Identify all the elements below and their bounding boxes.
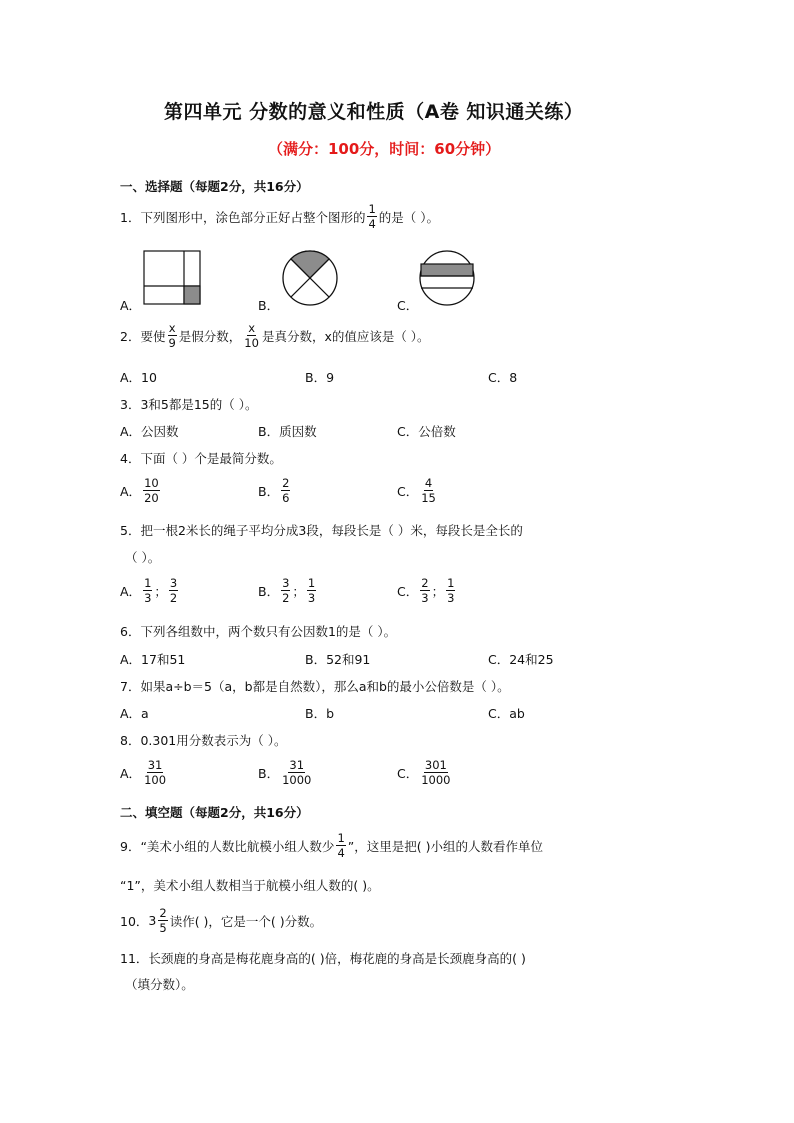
q2-fraction-1 [167,321,176,350]
q10-frac-den: 5 [159,921,167,935]
q9-text-after: ”，这里是把( )小组的人数看作单位 [347,838,543,854]
q8-a-fraction [143,758,167,787]
q4-option-c [397,476,439,505]
q4-option-c-label: C． [397,483,419,499]
q9-text-before: 9．“美术小组的人数比航模小组人数少 [120,838,335,854]
q5-c-sep: ； [431,583,445,599]
q5-option-b [258,576,318,605]
question-8: 8．0.301用分数表示为（ ）。 [120,733,287,748]
q8-c-label: C． [397,765,419,781]
q1-frac-num: 1 [368,202,376,216]
q8-a-num: 31 [147,758,163,772]
page-title: 第四单元 分数的意义和性质（A卷 知识通关练） [164,101,584,123]
question-6: 6．下列各组数中，两个数只有公因数1的是（ ）。 [120,624,397,639]
question-11-line-2: （填分数）。 [125,977,194,992]
q1-text-before: 1．下列图形中，涂色部分正好占整个图形的 [120,209,366,225]
q8-b-fraction [281,758,312,787]
q5-option-a [120,576,180,605]
q7-option-b: B．b [305,706,335,721]
q5-a-fraction-1 [143,576,152,605]
q2-frac2-den: 10 [244,336,259,350]
q5-b-sep: ； [292,583,305,599]
q8-option-c [397,758,454,787]
q1-option-c: C． [397,298,419,313]
q3-option-b: B．质因数 [258,424,317,439]
q9-frac-den: 4 [337,846,345,860]
q2-frac2-num: x [248,321,256,335]
q1-option-b: B． [258,298,280,313]
question-3: 3．3和5都是15的（ ）。 [120,397,258,412]
q5-c-f2-num: 1 [447,576,455,590]
q7-option-c: C．ab [488,706,525,721]
q5-a-f2-den: 2 [169,591,178,605]
q5-b-fraction-2 [307,576,316,605]
q5-a-f1-num: 1 [144,576,152,590]
q4-c-den: 15 [421,491,436,505]
section-heading-fill: 二、填空题（每题2分，共16分） [120,805,309,820]
q5-c-f1-num: 2 [421,576,429,590]
q5-a-f1-den: 3 [144,591,152,605]
q8-b-label: B． [258,765,280,781]
q2-text-3: 是真分数，x的值应该是（ ）。 [261,328,430,344]
q1-figure-a-rect [143,250,201,306]
q5-a-fraction-2 [169,576,178,605]
q6-option-a: A．17和51 [120,652,186,667]
q8-b-num: 31 [289,758,305,772]
q4-option-b-fraction [281,476,290,505]
q1-option-a: A． [120,298,142,313]
q5-b-f2-num: 1 [307,576,316,590]
q2-frac1-num: x [168,321,176,335]
q8-c-fraction [420,758,451,787]
q6-option-c: C．24和25 [488,652,554,667]
q2-fraction-2 [243,321,260,350]
q5-c-f2-den: 3 [447,591,455,605]
q10-whole: 3 [148,913,157,928]
q5-option-c [397,576,457,605]
q7-option-a: A．a [120,706,149,721]
q10-frac-num: 2 [159,906,167,920]
question-4: 4．下面（ ）个是最简分数。 [120,451,282,466]
q5-a-f2-num: 3 [169,576,178,590]
q2-option-c: C．8 [488,370,518,385]
q8-c-den: 1000 [421,773,451,787]
q9-frac-num: 1 [337,831,345,845]
q4-option-a-label: A． [120,483,142,499]
q2-option-b: B．9 [305,370,335,385]
q4-option-b [258,476,292,505]
question-9-line-1 [120,831,543,860]
q8-option-b [258,758,314,787]
q2-option-a: A．10 [120,370,157,385]
q2-text-1: 2．要使 [120,328,166,344]
q10-mixed-number [148,906,169,935]
q5-b-fraction-1 [281,576,290,605]
q5-b-f2-den: 3 [307,591,316,605]
q2-frac1-den: 9 [168,336,176,350]
question-5-line-2: （ ）。 [125,550,161,565]
q5-c-label: C． [397,583,419,599]
q10-text: 读作( )，它是一个( )分数。 [169,913,323,929]
q4-option-a [120,476,162,505]
q8-a-den: 100 [144,773,167,787]
q10-number: 10． [120,913,149,929]
question-5-line-1: 5．把一根2米长的绳子平均分成3段，每段长是（ ）米，每段长是全长的 [120,523,523,538]
q3-option-a: A．公因数 [120,424,179,439]
question-11-line-1: 11．长颈鹿的身高是梅花鹿身高的( )倍，梅花鹿的身高是长颈鹿身高的( ) [120,951,526,966]
q10-fraction [158,906,167,935]
q8-option-a [120,758,169,787]
q6-option-b: B．52和91 [305,652,371,667]
q4-b-num: 2 [282,476,290,490]
question-1 [120,202,439,231]
q1-figure-c-circle [418,249,476,307]
q1-fraction [367,202,376,231]
question-9-line-2: “1”，美术小组人数相当于航模小组人数的( )。 [120,878,380,893]
question-2 [120,321,430,350]
q8-a-label: A． [120,765,142,781]
score-time-subtitle: （满分：100分，时间：60分钟） [268,140,501,158]
q5-b-f1-den: 2 [282,591,290,605]
q5-b-label: B． [258,583,280,599]
question-7: 7．如果a÷b＝5（a，b都是自然数），那么a和b的最小公倍数是（ ）。 [120,679,510,694]
q4-c-num: 4 [424,476,433,490]
q4-option-b-label: B． [258,483,280,499]
q5-a-sep: ； [154,583,167,599]
q8-b-den: 1000 [282,773,312,787]
q2-text-2: 是假分数， [178,328,242,344]
q5-c-fraction-1 [420,576,429,605]
q1-figure-b-circle [281,249,339,307]
q4-a-den: 20 [144,491,159,505]
section-heading-choice: 一、选择题（每题2分，共16分） [120,179,309,194]
q5-c-fraction-2 [446,576,455,605]
q4-option-a-fraction [143,476,160,505]
q1-frac-den: 4 [368,217,376,231]
q8-c-num: 301 [424,758,447,772]
question-10 [120,906,322,935]
q5-b-f1-num: 3 [282,576,290,590]
q5-a-label: A． [120,583,142,599]
q3-option-c: C．公倍数 [397,424,456,439]
q4-b-den: 6 [282,491,290,505]
q4-a-num: 10 [144,476,159,490]
q5-c-f1-den: 3 [421,591,429,605]
q9-fraction [336,831,345,860]
q1-text-after: 的是（ ）。 [378,209,440,225]
q4-option-c-fraction [420,476,437,505]
